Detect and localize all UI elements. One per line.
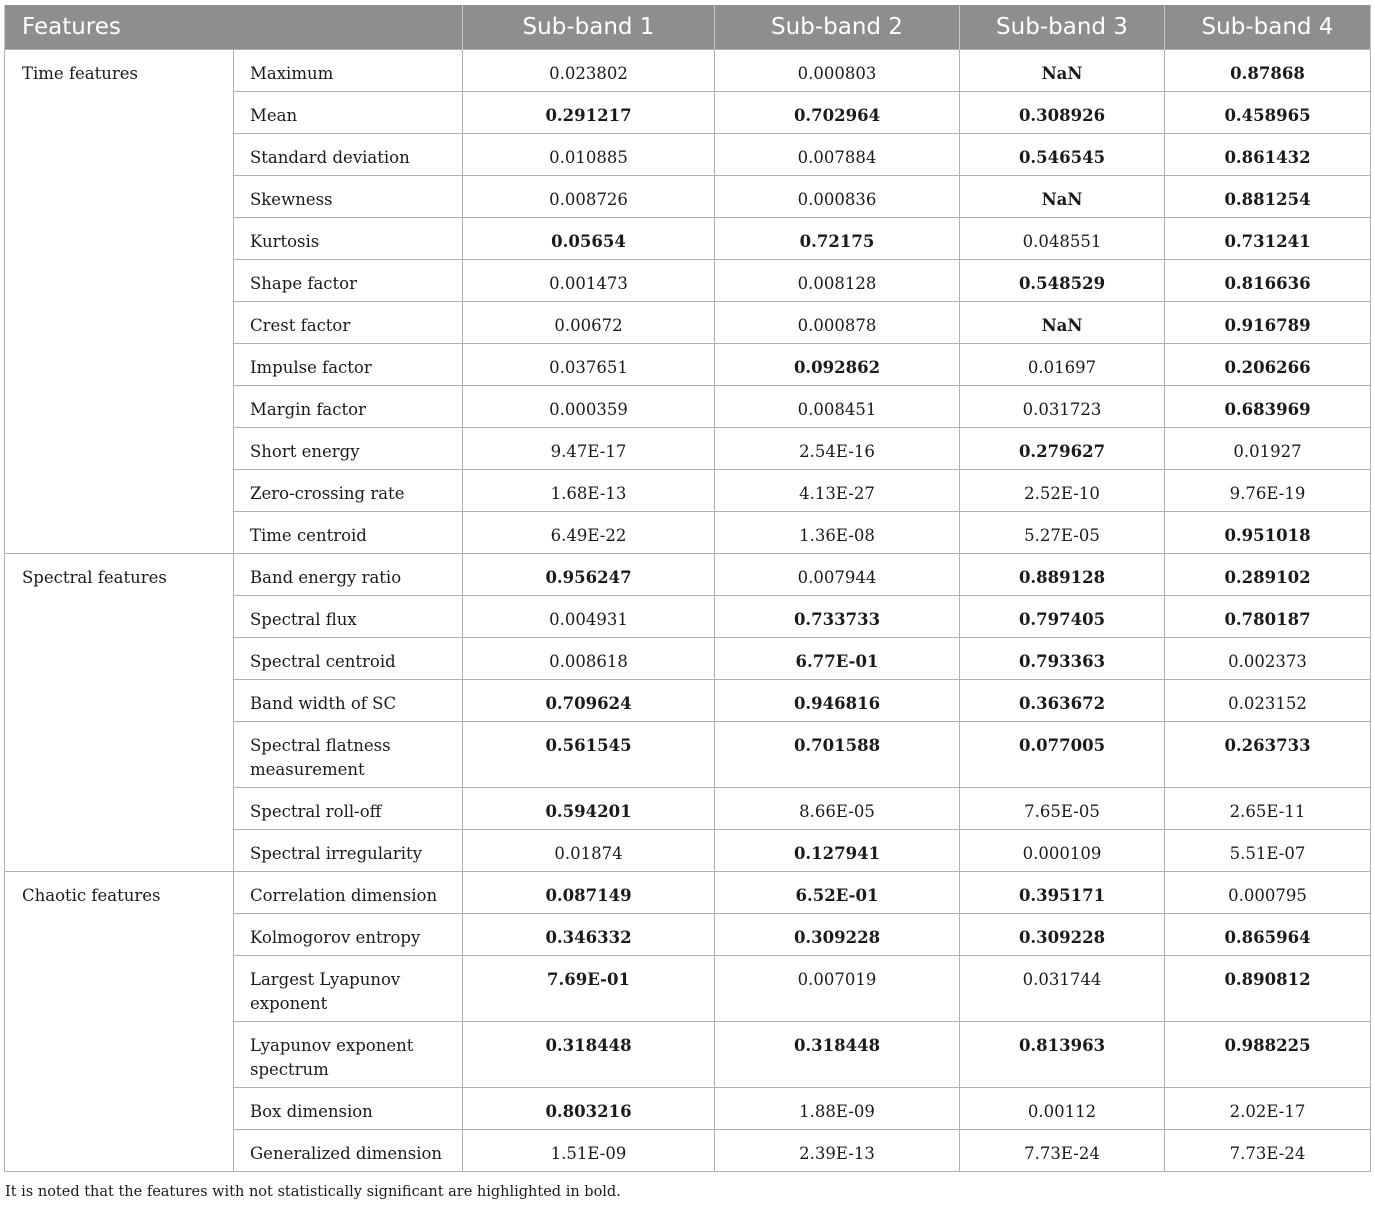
value-cell-sub-band-2: 0.007884 bbox=[715, 134, 960, 176]
value-cell-sub-band-4: 2.65E-11 bbox=[1165, 788, 1371, 830]
group-label: Time features bbox=[5, 50, 234, 554]
table-row bbox=[5, 872, 1371, 914]
feature-name: Band width of SC bbox=[234, 680, 463, 722]
value-cell-sub-band-1: 0.023802 bbox=[463, 50, 715, 92]
value-cell-sub-band-2: 0.000836 bbox=[715, 176, 960, 218]
value-cell-sub-band-2: 0.701588 bbox=[715, 722, 960, 788]
value-cell-sub-band-3: 7.73E-24 bbox=[960, 1130, 1165, 1172]
value-cell-sub-band-2: 2.54E-16 bbox=[715, 428, 960, 470]
value-cell-sub-band-2: 1.36E-08 bbox=[715, 512, 960, 554]
value-cell-sub-band-3: 2.52E-10 bbox=[960, 470, 1165, 512]
feature-name: Zero-crossing rate bbox=[234, 470, 463, 512]
value-cell-sub-band-2: 0.000803 bbox=[715, 50, 960, 92]
value-cell-sub-band-4: 0.890812 bbox=[1165, 956, 1371, 1022]
value-cell-sub-band-4: 0.87868 bbox=[1165, 50, 1371, 92]
value-cell-sub-band-4: 0.881254 bbox=[1165, 176, 1371, 218]
value-cell-sub-band-1: 1.68E-13 bbox=[463, 470, 715, 512]
value-cell-sub-band-3: 0.813963 bbox=[960, 1022, 1165, 1088]
feature-name: Kolmogorov entropy bbox=[234, 914, 463, 956]
value-cell-sub-band-1: 0.001473 bbox=[463, 260, 715, 302]
value-cell-sub-band-1: 0.004931 bbox=[463, 596, 715, 638]
feature-name: Shape factor bbox=[234, 260, 463, 302]
value-cell-sub-band-2: 0.008451 bbox=[715, 386, 960, 428]
value-cell-sub-band-4: 2.02E-17 bbox=[1165, 1088, 1371, 1130]
value-cell-sub-band-3: 0.793363 bbox=[960, 638, 1165, 680]
feature-name: Generalized dimension bbox=[234, 1130, 463, 1172]
value-cell-sub-band-3: 0.00112 bbox=[960, 1088, 1165, 1130]
value-cell-sub-band-1: 0.594201 bbox=[463, 788, 715, 830]
value-cell-sub-band-3: 5.27E-05 bbox=[960, 512, 1165, 554]
value-cell-sub-band-1: 0.05654 bbox=[463, 218, 715, 260]
value-cell-sub-band-2: 0.092862 bbox=[715, 344, 960, 386]
value-cell-sub-band-4: 0.683969 bbox=[1165, 386, 1371, 428]
value-cell-sub-band-1: 1.51E-09 bbox=[463, 1130, 715, 1172]
value-cell-sub-band-3: NaN bbox=[960, 302, 1165, 344]
value-cell-sub-band-4: 0.458965 bbox=[1165, 92, 1371, 134]
value-cell-sub-band-4: 0.780187 bbox=[1165, 596, 1371, 638]
value-cell-sub-band-2: 0.000878 bbox=[715, 302, 960, 344]
table-row bbox=[5, 50, 1371, 92]
value-cell-sub-band-2: 6.77E-01 bbox=[715, 638, 960, 680]
table-footnote: It is noted that the features with not statistically significant are highlighted in bold. bbox=[5, 1184, 621, 1200]
feature-name: Correlation dimension bbox=[234, 872, 463, 914]
header-row bbox=[5, 5, 1371, 50]
feature-name: Spectral flux bbox=[234, 596, 463, 638]
header-sub-band-2: Sub-band 2 bbox=[715, 5, 960, 50]
value-cell-sub-band-1: 0.000359 bbox=[463, 386, 715, 428]
feature-name: Kurtosis bbox=[234, 218, 463, 260]
value-cell-sub-band-2: 0.007944 bbox=[715, 554, 960, 596]
header-sub-band-4: Sub-band 4 bbox=[1165, 5, 1371, 50]
header-features: Features bbox=[5, 5, 463, 50]
value-cell-sub-band-1: 6.49E-22 bbox=[463, 512, 715, 554]
feature-name: Impulse factor bbox=[234, 344, 463, 386]
value-cell-sub-band-3: 0.363672 bbox=[960, 680, 1165, 722]
value-cell-sub-band-1: 0.561545 bbox=[463, 722, 715, 788]
value-cell-sub-band-2: 8.66E-05 bbox=[715, 788, 960, 830]
value-cell-sub-band-3: 0.031744 bbox=[960, 956, 1165, 1022]
value-cell-sub-band-2: 0.008128 bbox=[715, 260, 960, 302]
value-cell-sub-band-2: 6.52E-01 bbox=[715, 872, 960, 914]
features-table bbox=[4, 5, 1371, 1172]
value-cell-sub-band-4: 0.988225 bbox=[1165, 1022, 1371, 1088]
value-cell-sub-band-4: 9.76E-19 bbox=[1165, 470, 1371, 512]
feature-name: Standard deviation bbox=[234, 134, 463, 176]
value-cell-sub-band-3: 0.546545 bbox=[960, 134, 1165, 176]
value-cell-sub-band-2: 2.39E-13 bbox=[715, 1130, 960, 1172]
value-cell-sub-band-4: 0.916789 bbox=[1165, 302, 1371, 344]
value-cell-sub-band-3: 0.01697 bbox=[960, 344, 1165, 386]
value-cell-sub-band-3: 0.309228 bbox=[960, 914, 1165, 956]
feature-name: Lyapunov exponent spectrum bbox=[234, 1022, 463, 1088]
feature-name: Maximum bbox=[234, 50, 463, 92]
value-cell-sub-band-3: 0.797405 bbox=[960, 596, 1165, 638]
value-cell-sub-band-2: 0.127941 bbox=[715, 830, 960, 872]
value-cell-sub-band-2: 0.72175 bbox=[715, 218, 960, 260]
feature-name: Largest Lyapunov exponent bbox=[234, 956, 463, 1022]
value-cell-sub-band-1: 0.008726 bbox=[463, 176, 715, 218]
value-cell-sub-band-1: 0.956247 bbox=[463, 554, 715, 596]
header-sub-band-3: Sub-band 3 bbox=[960, 5, 1165, 50]
value-cell-sub-band-4: 0.023152 bbox=[1165, 680, 1371, 722]
value-cell-sub-band-1: 0.00672 bbox=[463, 302, 715, 344]
value-cell-sub-band-2: 0.318448 bbox=[715, 1022, 960, 1088]
value-cell-sub-band-3: 0.279627 bbox=[960, 428, 1165, 470]
value-cell-sub-band-1: 0.01874 bbox=[463, 830, 715, 872]
value-cell-sub-band-1: 7.69E-01 bbox=[463, 956, 715, 1022]
value-cell-sub-band-3: 0.395171 bbox=[960, 872, 1165, 914]
value-cell-sub-band-4: 0.263733 bbox=[1165, 722, 1371, 788]
value-cell-sub-band-3: NaN bbox=[960, 50, 1165, 92]
value-cell-sub-band-3: 0.548529 bbox=[960, 260, 1165, 302]
group-label: Spectral features bbox=[5, 554, 234, 872]
feature-name: Skewness bbox=[234, 176, 463, 218]
feature-name: Margin factor bbox=[234, 386, 463, 428]
table-header bbox=[5, 5, 1371, 50]
value-cell-sub-band-2: 0.007019 bbox=[715, 956, 960, 1022]
value-cell-sub-band-4: 0.816636 bbox=[1165, 260, 1371, 302]
value-cell-sub-band-4: 0.01927 bbox=[1165, 428, 1371, 470]
feature-name: Mean bbox=[234, 92, 463, 134]
value-cell-sub-band-4: 0.206266 bbox=[1165, 344, 1371, 386]
feature-name: Spectral flatness measurement bbox=[234, 722, 463, 788]
value-cell-sub-band-4: 0.731241 bbox=[1165, 218, 1371, 260]
value-cell-sub-band-2: 0.946816 bbox=[715, 680, 960, 722]
header-sub-band-1: Sub-band 1 bbox=[463, 5, 715, 50]
feature-name: Spectral irregularity bbox=[234, 830, 463, 872]
value-cell-sub-band-3: NaN bbox=[960, 176, 1165, 218]
value-cell-sub-band-2: 0.702964 bbox=[715, 92, 960, 134]
value-cell-sub-band-3: 0.000109 bbox=[960, 830, 1165, 872]
table-body bbox=[5, 50, 1371, 1172]
value-cell-sub-band-2: 4.13E-27 bbox=[715, 470, 960, 512]
group-label: Chaotic features bbox=[5, 872, 234, 1172]
value-cell-sub-band-4: 0.951018 bbox=[1165, 512, 1371, 554]
value-cell-sub-band-2: 1.88E-09 bbox=[715, 1088, 960, 1130]
value-cell-sub-band-1: 0.010885 bbox=[463, 134, 715, 176]
value-cell-sub-band-1: 0.803216 bbox=[463, 1088, 715, 1130]
value-cell-sub-band-3: 0.308926 bbox=[960, 92, 1165, 134]
value-cell-sub-band-4: 0.000795 bbox=[1165, 872, 1371, 914]
feature-name: Time centroid bbox=[234, 512, 463, 554]
value-cell-sub-band-4: 0.002373 bbox=[1165, 638, 1371, 680]
value-cell-sub-band-1: 0.037651 bbox=[463, 344, 715, 386]
table-row bbox=[5, 554, 1371, 596]
feature-name: Box dimension bbox=[234, 1088, 463, 1130]
value-cell-sub-band-4: 0.865964 bbox=[1165, 914, 1371, 956]
value-cell-sub-band-4: 0.289102 bbox=[1165, 554, 1371, 596]
value-cell-sub-band-1: 0.291217 bbox=[463, 92, 715, 134]
value-cell-sub-band-3: 0.048551 bbox=[960, 218, 1165, 260]
feature-name: Short energy bbox=[234, 428, 463, 470]
value-cell-sub-band-3: 0.889128 bbox=[960, 554, 1165, 596]
value-cell-sub-band-3: 7.65E-05 bbox=[960, 788, 1165, 830]
value-cell-sub-band-4: 7.73E-24 bbox=[1165, 1130, 1371, 1172]
feature-name: Spectral roll-off bbox=[234, 788, 463, 830]
value-cell-sub-band-1: 0.318448 bbox=[463, 1022, 715, 1088]
value-cell-sub-band-1: 0.709624 bbox=[463, 680, 715, 722]
value-cell-sub-band-2: 0.309228 bbox=[715, 914, 960, 956]
value-cell-sub-band-1: 0.087149 bbox=[463, 872, 715, 914]
value-cell-sub-band-4: 0.861432 bbox=[1165, 134, 1371, 176]
value-cell-sub-band-3: 0.031723 bbox=[960, 386, 1165, 428]
value-cell-sub-band-2: 0.733733 bbox=[715, 596, 960, 638]
value-cell-sub-band-1: 9.47E-17 bbox=[463, 428, 715, 470]
feature-name: Crest factor bbox=[234, 302, 463, 344]
value-cell-sub-band-3: 0.077005 bbox=[960, 722, 1165, 788]
feature-name: Spectral centroid bbox=[234, 638, 463, 680]
value-cell-sub-band-1: 0.346332 bbox=[463, 914, 715, 956]
feature-name: Band energy ratio bbox=[234, 554, 463, 596]
value-cell-sub-band-4: 5.51E-07 bbox=[1165, 830, 1371, 872]
value-cell-sub-band-1: 0.008618 bbox=[463, 638, 715, 680]
